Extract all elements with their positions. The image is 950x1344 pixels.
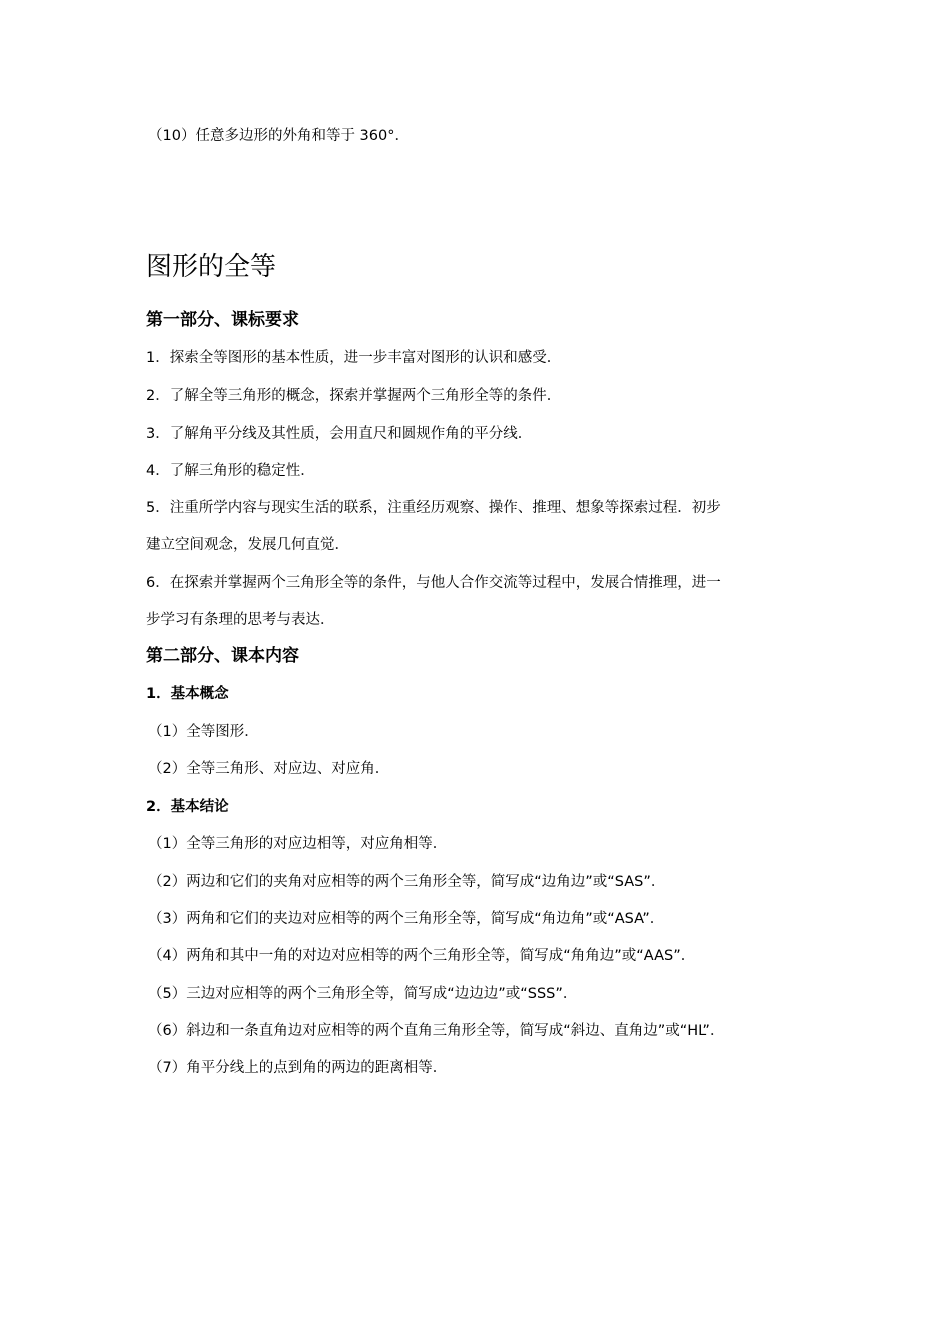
standard-item-4: 4．了解三角形的稳定性．	[146, 463, 315, 479]
part1-heading: 第一部分、课标要求	[146, 310, 299, 330]
standard-item-5-cont: 建立空间观念，发展几何直觉．	[146, 537, 349, 553]
conclusions-heading: 2．基本结论	[146, 799, 229, 815]
section-title: 图形的全等	[146, 252, 277, 282]
standard-item-6: 6．在探索并掌握两个三角形全等的条件，与他人合作交流等过程中，发展合情推理，进一	[146, 575, 721, 591]
standard-item-2: 2．了解全等三角形的概念，探索并掌握两个三角形全等的条件．	[146, 388, 562, 404]
concept-item-2: （2）全等三角形、对应边、对应角．	[148, 761, 390, 777]
conclusion-item-6: （6）斜边和一条直角边对应相等的两个直角三角形全等，简写成“斜边、直角边”或“HL”．	[148, 1023, 725, 1039]
conclusion-item-5: （5）三边对应相等的两个三角形全等，简写成“边边边”或“SSS”．	[148, 986, 578, 1002]
conclusion-item-4: （4）两角和其中一角的对边对应相等的两个三角形全等，简写成“角角边”或“AAS”．	[148, 948, 696, 964]
conclusion-item-7: （7）角平分线上的点到角的两边的距离相等．	[148, 1060, 448, 1076]
standard-item-6-cont: 步学习有条理的思考与表达．	[146, 612, 335, 628]
standard-item-5: 5．注重所学内容与现实生活的联系，注重经历观察、操作、推理、想象等探索过程．初步	[146, 500, 721, 516]
part2-heading: 第二部分、课本内容	[146, 646, 299, 666]
concepts-heading: 1．基本概念	[146, 686, 229, 702]
polygon-exterior-angle-item: （10）任意多边形的外角和等于 360°．	[148, 128, 409, 144]
standard-item-3: 3．了解角平分线及其性质，会用直尺和圆规作角的平分线．	[146, 426, 533, 442]
conclusion-item-2: （2）两边和它们的夹角对应相等的两个三角形全等，简写成“边角边”或“SAS”．	[148, 874, 666, 890]
concept-item-1: （1）全等图形．	[148, 724, 259, 740]
conclusion-item-1: （1）全等三角形的对应边相等，对应角相等．	[148, 836, 448, 852]
conclusion-item-3: （3）两角和它们的夹边对应相等的两个三角形全等，简写成“角边角”或“ASA”．	[148, 911, 665, 927]
standard-item-1: 1．探索全等图形的基本性质，进一步丰富对图形的认识和感受．	[146, 350, 562, 366]
